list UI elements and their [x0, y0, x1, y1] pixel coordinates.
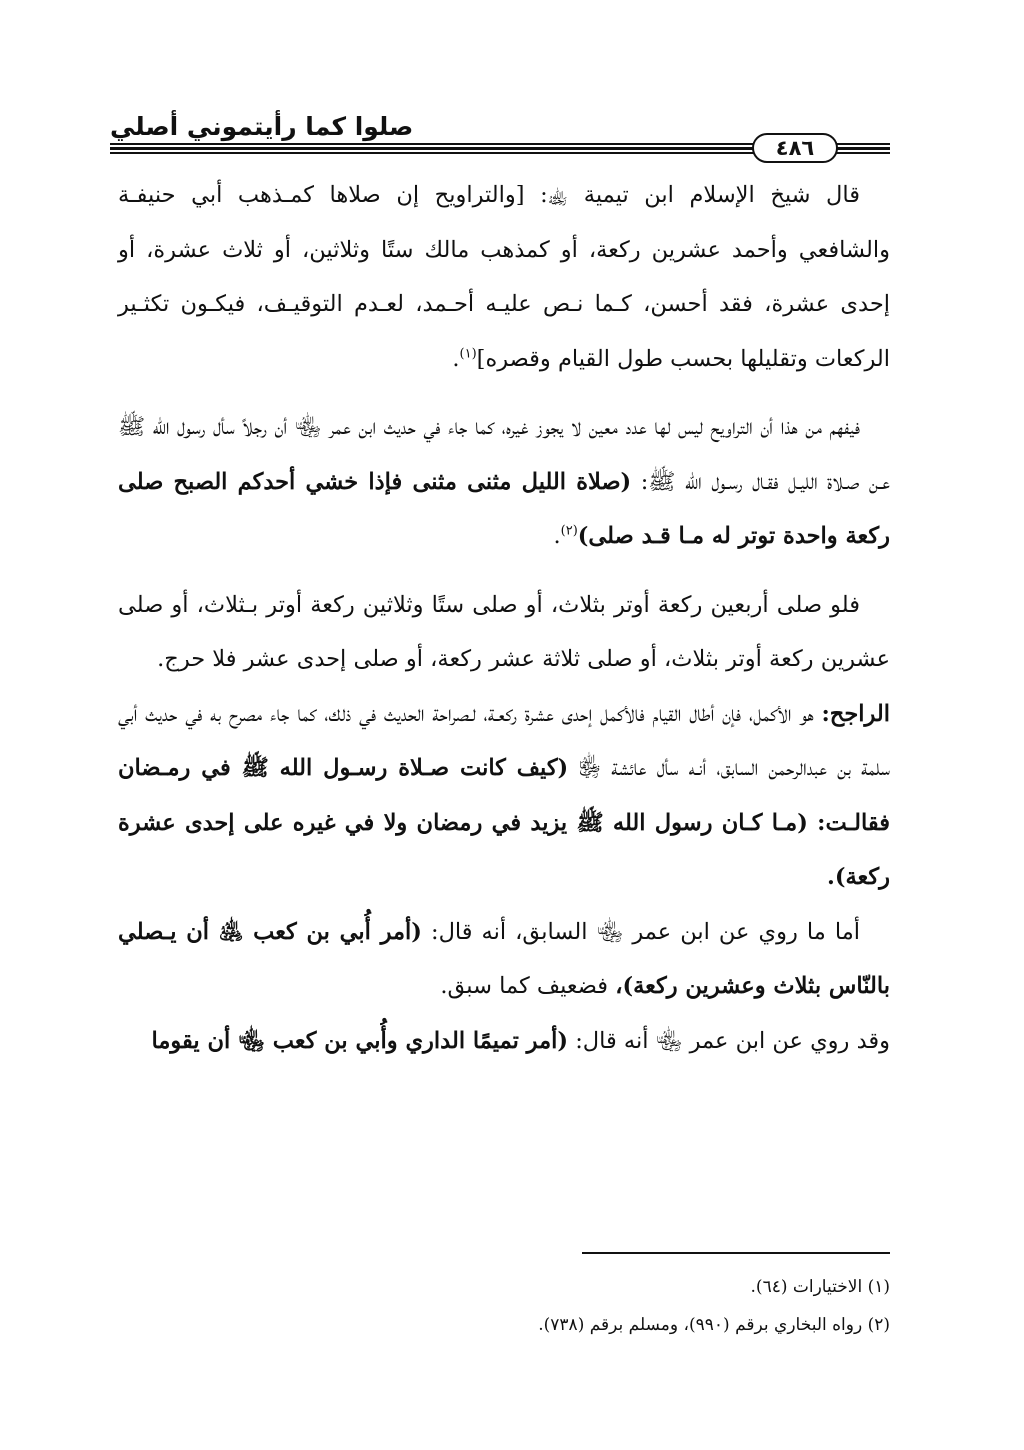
- footnote-ref: (١): [459, 346, 477, 361]
- header-rule: [110, 152, 755, 154]
- running-header-title: صلوا كما رأيتموني أصلي: [110, 112, 414, 141]
- paragraph-text: فلو صلى أربعين ركعة أوتر بثلاث، أو صلى ستًا وثلاثين ركعة أوتر بـثلاث، أو صلى عشرين ركعة أوتر بثلاث، أو صلى ثلاثة عشر ركعة، أو صلى إحدى عشر فلا حرج.: [118, 591, 890, 672]
- footnote: (٢) رواه البخاري برقم (٩٩٠)، ومسلم برقم (٧٣٨).: [538, 1315, 890, 1335]
- paragraph-text: فيفهم من هذا أن التراويح ليس لها عدد معين لا يجوز غيره، كما جاء في حديث ابن عمر ﵄ أن رجلاً سأل رسول الله ﷺ عـن صـلاة الليـل فقـال رسـول الله ﷺ:: [118, 414, 891, 495]
- paragraph: [118, 687, 890, 905]
- hadith-quote: (أمر تميمًا الداري وأُبي بن كعب ﵄ أن يقوما: [151, 1027, 569, 1054]
- paragraph-text: أما ما روي عن ابن عمر ﵄ السابق، أنه قال:: [430, 918, 860, 945]
- hadith-quote: (كيف كانت صـلاة رسـول الله ﷺ في رمـضان فقالـت: (مـا كـان رسول الله ﷺ يزيد في رمضان ولا في غيره على إحدى عشرة ركعة).: [118, 755, 890, 890]
- footnote: (١) الاختيارات (٦٤).: [750, 1277, 890, 1297]
- section-label: الراجح:: [821, 700, 890, 727]
- paragraph-end: .: [553, 523, 561, 549]
- footnotes: [118, 1268, 890, 1344]
- hadith-quote: (صلاة الليل مثنى مثنى فإذا خشي أحدكم الصبح صلى ركعة واحدة توتر له مـا قـد صلى): [118, 468, 890, 549]
- header-rule: [110, 147, 755, 150]
- hadith-quote: (أمر أُبي بن كعب ﵁ أن يـصلي بالنّاس بثلاث وعشرين ركعة)،: [118, 918, 890, 999]
- paragraph-text: وقد روي عن ابن عمر ﵄ أنه قال:: [575, 1027, 890, 1054]
- footnote-ref: (٢): [560, 523, 578, 539]
- paragraph-text: فضعيف كما سبق.: [440, 973, 609, 999]
- footnote-separator: [582, 1252, 890, 1254]
- paragraph: [118, 168, 890, 386]
- page-number: ٤٨٦: [752, 133, 838, 163]
- paragraph: [118, 905, 890, 1014]
- header-rule: [835, 147, 890, 150]
- paragraph: [118, 578, 890, 687]
- main-text: [118, 168, 890, 1068]
- paragraph-end: .: [452, 345, 460, 372]
- paragraph: [118, 400, 890, 564]
- paragraph: [118, 1014, 890, 1069]
- header-rule: [835, 152, 890, 154]
- paragraph-text: هو الأكمل، فإن أطال القيام فالأكمل إحدى عشرة ركعـة، لـصراحة الحديث في ذلك، كما جاء مصرح به في حديث أبي سلمة بن عبدالرحمن السابق، أنـه سأل عائشة ﵂: [118, 700, 891, 781]
- paragraph-text: قال شيخ الإسلام ابن تيمية ﵀: [والتراويح إن صلاها كمـذهب أبي حنيفـة والشافعي وأحمد عشرين ركعة، أو كمذهب مالك ستًا وثلاثين، أو ثلاث عشرة، أو إحدى عشرة، فقد أحسن، كـما نـص عليـه أحـمد، لعـدم التوقيـف، فيكـون تكثـير الركعات وتقليلها بحسب طول القيام وقصره]: [118, 182, 890, 372]
